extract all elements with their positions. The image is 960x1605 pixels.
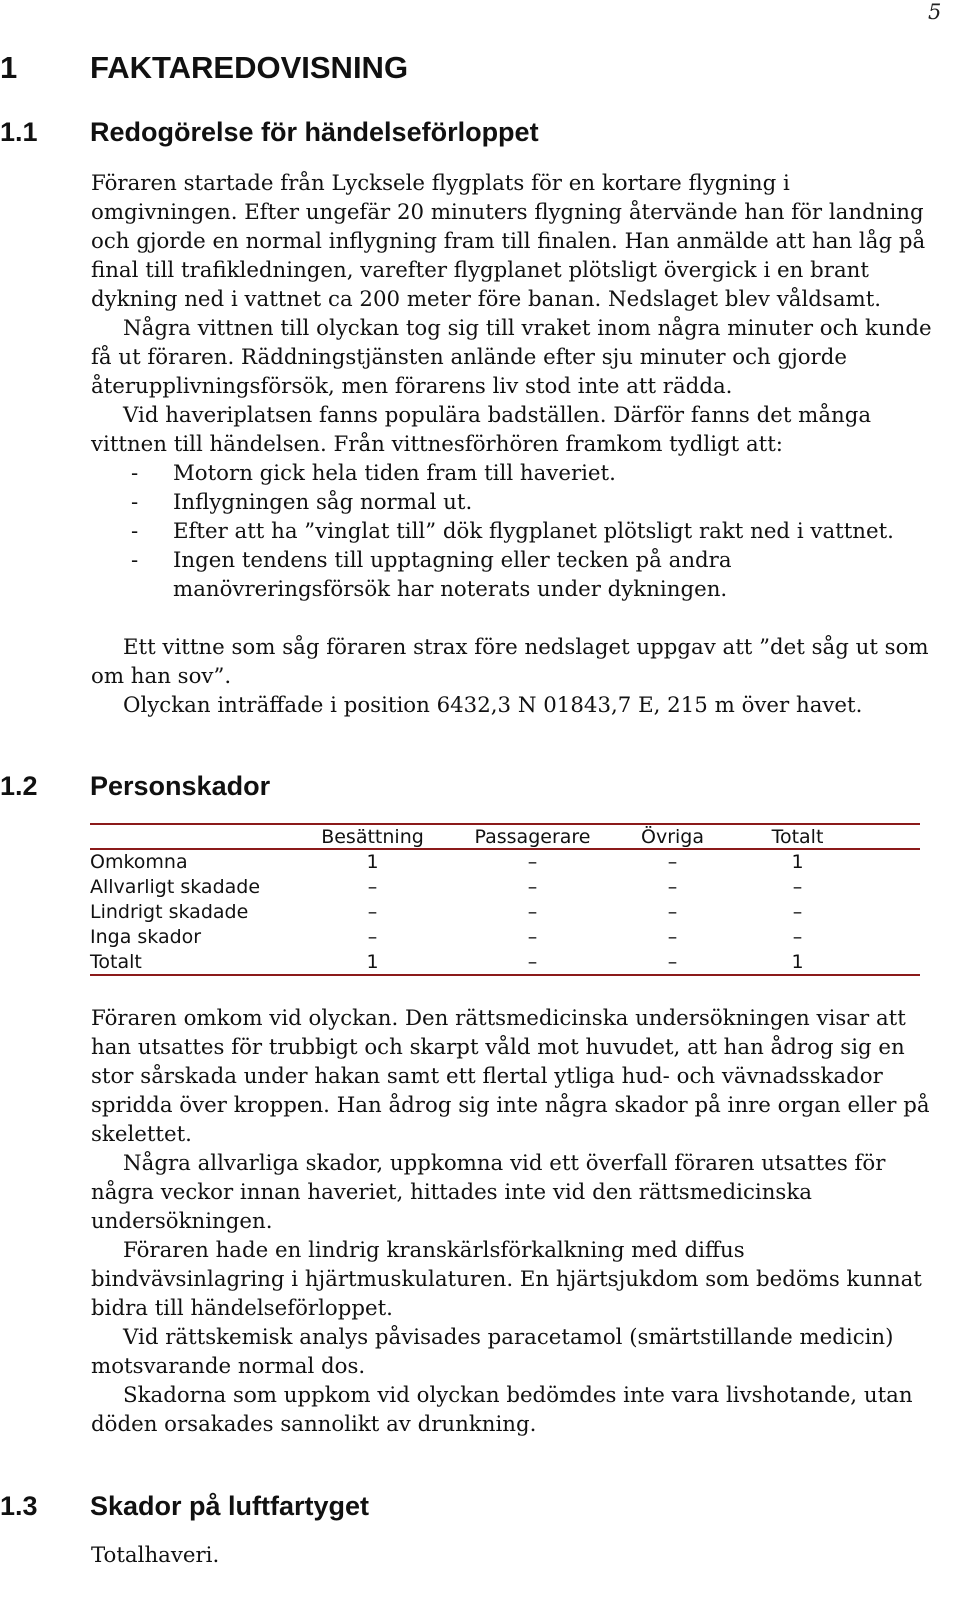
table-cell: – (527, 851, 538, 873)
table-cell: – (792, 901, 803, 923)
section-1-2-body (91, 1004, 941, 1439)
page-number: 5 (928, 0, 942, 24)
paragraph: Några allvarliga skador, uppkomna vid ett överfall föraren utsattes för några veckor innan haveriet, hittades inte vid den rättsmedicinska undersökningen. (91, 1151, 886, 1234)
paragraph: Några vittnen till olyckan tog sig till vraket inom några minuter och kunde få ut föraren. Räddningstjänsten anlände efter sju minuter och gjorde återupplivningsförsök, men förarens liv stod inte att rädda. (91, 316, 932, 399)
table-row (90, 876, 920, 901)
table-cell: – (527, 951, 538, 973)
section-title: FAKTAREDOVISNING (90, 50, 409, 85)
table-cell: – (667, 876, 678, 898)
list-item: - Motorn gick hela tiden fram till haveriet. (131, 461, 616, 486)
column-header: Totalt (771, 826, 824, 848)
section-title: Personskador (90, 771, 271, 801)
column-header: Övriga (641, 826, 704, 848)
section-number: 1.2 (0, 771, 38, 801)
table-cell: 1 (791, 951, 804, 973)
section-heading-1-3 (0, 1491, 600, 1525)
row-label: Allvarligt skadade (90, 876, 261, 898)
bullet-list (91, 459, 941, 604)
table-cell: – (792, 876, 803, 898)
table-cell: 1 (791, 851, 804, 873)
table-cell: – (367, 876, 378, 898)
section-heading-1-2 (0, 771, 600, 805)
section-1-3-body (91, 1541, 941, 1570)
list-item: - Efter att ha ”vinglat till” dök flygplanet plötsligt rakt ned i vattnet. (131, 519, 894, 544)
paragraph: Vid haveriplatsen fanns populära badställen. Därför fanns det många vittnen till händelsen. Från vittnesförhören framkom tydligt att: (91, 403, 872, 457)
table-bottom-rule (90, 974, 920, 976)
section-title: Redogörelse för händelseförloppet (90, 117, 539, 147)
table-cell: – (367, 901, 378, 923)
table-row (90, 926, 920, 951)
table-cell: 1 (366, 851, 379, 873)
table-cell: – (667, 926, 678, 948)
table-cell: – (667, 951, 678, 973)
table-cell: – (792, 926, 803, 948)
table-row (90, 851, 920, 876)
row-label: Omkomna (90, 851, 188, 873)
table-header-rule (90, 848, 920, 850)
table-row (90, 901, 920, 926)
paragraph: Olyckan inträffade i position 6432,3 N 01843,7 E, 215 m över havet. (123, 693, 863, 718)
paragraph: Föraren hade en lindrig kranskärlsförkalkning med diffus bindvävsinlagring i hjärtmuskulaturen. En hjärtsjukdom som bedöms kunnat bidra till händelseförloppet. (91, 1238, 922, 1321)
table-cell: – (527, 926, 538, 948)
section-number: 1.1 (0, 117, 38, 147)
table-cell: – (667, 901, 678, 923)
section-heading-1 (0, 50, 600, 86)
paragraph: Ett vittne som såg föraren strax före nedslaget uppgav att ”det såg ut som om han sov”. (91, 635, 929, 689)
row-label: Totalt (90, 951, 142, 973)
row-label: Lindrigt skadade (90, 901, 249, 923)
column-header: Besättning (321, 826, 424, 848)
table-cell: – (527, 901, 538, 923)
section-number: 1 (0, 50, 18, 85)
table-row (90, 951, 920, 976)
row-label: Inga skador (90, 926, 202, 948)
list-item: - Ingen tendens till upptagning eller tecken på andra manövreringsförsök har noterats under dykningen. (131, 548, 732, 602)
table-cell: – (367, 926, 378, 948)
table-cell: 1 (366, 951, 379, 973)
paragraph: Föraren startade från Lycksele flygplats för en kortare flygning i omgivningen. Efter ungefär 20 minuters flygning återvände han för landning och gjorde en normal inflygning fram till finalen. Han anmälde att han låg på final till trafikledningen, varefter flygplanet plötsligt övergick i en brant dykning ned i vattnet ca 200 meter före banan. Nedslaget blev våldsamt. (91, 171, 926, 312)
paragraph: Vid rättskemisk analys påvisades paracetamol (smärtstillande medicin) motsvarande normal dos. (91, 1325, 894, 1379)
section-1-1-body (91, 169, 941, 720)
paragraph: Föraren omkom vid olyckan. Den rättsmedicinska undersökningen visar att han utsattes för trubbigt och skarpt våld mot huvudet, att han ådrog sig en stor sårskada under hakan samt ett flertal ytliga hud- och vävnadsskador spridda över kroppen. Han ådrog sig inte några skador på inre organ eller på skelettet. (91, 1006, 930, 1147)
table-cell: – (527, 876, 538, 898)
list-item: - Inflygningen såg normal ut. (131, 490, 473, 515)
section-title: Skador på luftfartyget (90, 1491, 370, 1521)
column-header: Passagerare (474, 826, 591, 848)
paragraph: Totalhaveri. (91, 1543, 220, 1568)
paragraph: Skadorna som uppkom vid olyckan bedömdes inte vara livshotande, utan döden orsakades sannolikt av drunkning. (91, 1383, 913, 1437)
table-top-rule (90, 823, 920, 825)
table-cell: – (667, 851, 678, 873)
section-number: 1.3 (0, 1491, 38, 1521)
section-heading-1-1 (0, 117, 600, 151)
